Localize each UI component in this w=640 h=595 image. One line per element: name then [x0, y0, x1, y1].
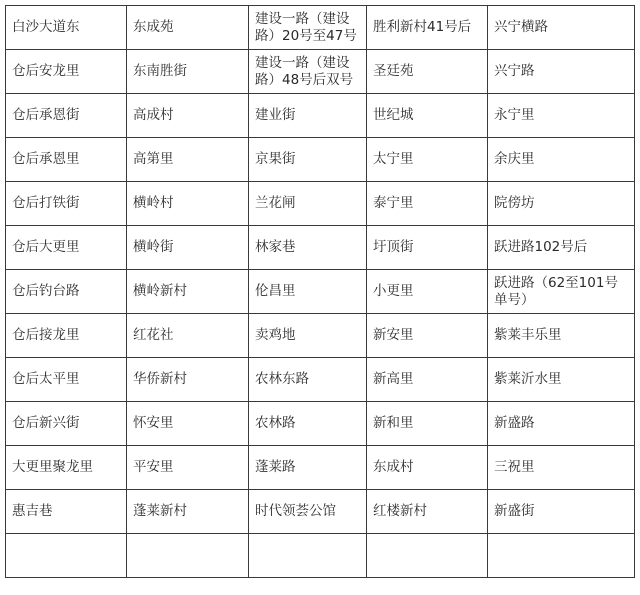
table-cell: 跃进路102号后	[488, 226, 635, 270]
table-cell: 院傍坊	[488, 182, 635, 226]
table-cell	[127, 534, 249, 578]
table-cell: 仓后打铁街	[6, 182, 127, 226]
table-cell: 兴宁路	[488, 50, 635, 94]
table-row	[6, 270, 635, 314]
table-cell	[249, 534, 367, 578]
address-table-sheet	[5, 5, 635, 578]
table-cell: 建设一路（建设路）20号至47号	[249, 6, 367, 50]
table-cell: 建业街	[249, 94, 367, 138]
table-cell: 大更里聚龙里	[6, 446, 127, 490]
table-cell: 新盛路	[488, 402, 635, 446]
table-cell: 蓬莱路	[249, 446, 367, 490]
table-cell: 仓后承恩里	[6, 138, 127, 182]
table-cell: 太宁里	[367, 138, 488, 182]
table-row	[6, 490, 635, 534]
table-cell: 泰宁里	[367, 182, 488, 226]
table-row	[6, 94, 635, 138]
table-cell: 农林东路	[249, 358, 367, 402]
table-cell: 仓后新兴街	[6, 402, 127, 446]
table-cell: 永宁里	[488, 94, 635, 138]
table-row	[6, 50, 635, 94]
table-cell: 跃进路（62至101号单号）	[488, 270, 635, 314]
table-cell: 横岭街	[127, 226, 249, 270]
table-cell: 胜利新村41号后	[367, 6, 488, 50]
table-cell: 仓后承恩街	[6, 94, 127, 138]
table-cell: 兴宁横路	[488, 6, 635, 50]
table-cell: 小更里	[367, 270, 488, 314]
table-cell	[6, 534, 127, 578]
table-cell: 高成村	[127, 94, 249, 138]
table-cell	[488, 534, 635, 578]
table-cell: 蓬莱新村	[127, 490, 249, 534]
table-row	[6, 446, 635, 490]
table-cell: 仓后钓台路	[6, 270, 127, 314]
table-cell: 怀安里	[127, 402, 249, 446]
table-cell: 白沙大道东	[6, 6, 127, 50]
table-cell: 仓后大更里	[6, 226, 127, 270]
table-cell: 时代领荟公馆	[249, 490, 367, 534]
table-cell: 林家巷	[249, 226, 367, 270]
table-cell: 农林路	[249, 402, 367, 446]
table-cell: 圣廷苑	[367, 50, 488, 94]
table-cell: 余庆里	[488, 138, 635, 182]
table-cell: 平安里	[127, 446, 249, 490]
table-cell: 建设一路（建设路）48号后双号	[249, 50, 367, 94]
table-cell: 新高里	[367, 358, 488, 402]
table-cell: 仓后太平里	[6, 358, 127, 402]
table-row	[6, 182, 635, 226]
table-cell: 仓后接龙里	[6, 314, 127, 358]
table-cell: 高第里	[127, 138, 249, 182]
table-cell: 红花社	[127, 314, 249, 358]
table-cell: 华侨新村	[127, 358, 249, 402]
table-cell: 京果街	[249, 138, 367, 182]
table-row	[6, 226, 635, 270]
table-cell: 伦昌里	[249, 270, 367, 314]
table-row	[6, 138, 635, 182]
table-cell	[367, 534, 488, 578]
table-row	[6, 358, 635, 402]
table-cell: 横岭新村	[127, 270, 249, 314]
table-cell: 圩顶街	[367, 226, 488, 270]
table-cell: 惠吉巷	[6, 490, 127, 534]
table-cell: 东成苑	[127, 6, 249, 50]
table-cell: 新安里	[367, 314, 488, 358]
table-cell: 紫莱沂水里	[488, 358, 635, 402]
table-cell: 卖鸡地	[249, 314, 367, 358]
table-row	[6, 534, 635, 578]
table-row	[6, 6, 635, 50]
table-cell: 世纪城	[367, 94, 488, 138]
table-cell: 新和里	[367, 402, 488, 446]
table-row	[6, 402, 635, 446]
table-row	[6, 314, 635, 358]
table-cell: 兰花闸	[249, 182, 367, 226]
table-cell: 东成村	[367, 446, 488, 490]
table-cell: 红楼新村	[367, 490, 488, 534]
table-cell: 仓后安龙里	[6, 50, 127, 94]
table-cell: 横岭村	[127, 182, 249, 226]
table-cell: 紫莱丰乐里	[488, 314, 635, 358]
table-cell: 新盛街	[488, 490, 635, 534]
table-cell: 东南胜街	[127, 50, 249, 94]
address-table	[5, 5, 635, 578]
table-cell: 三祝里	[488, 446, 635, 490]
address-table-body	[6, 6, 635, 578]
